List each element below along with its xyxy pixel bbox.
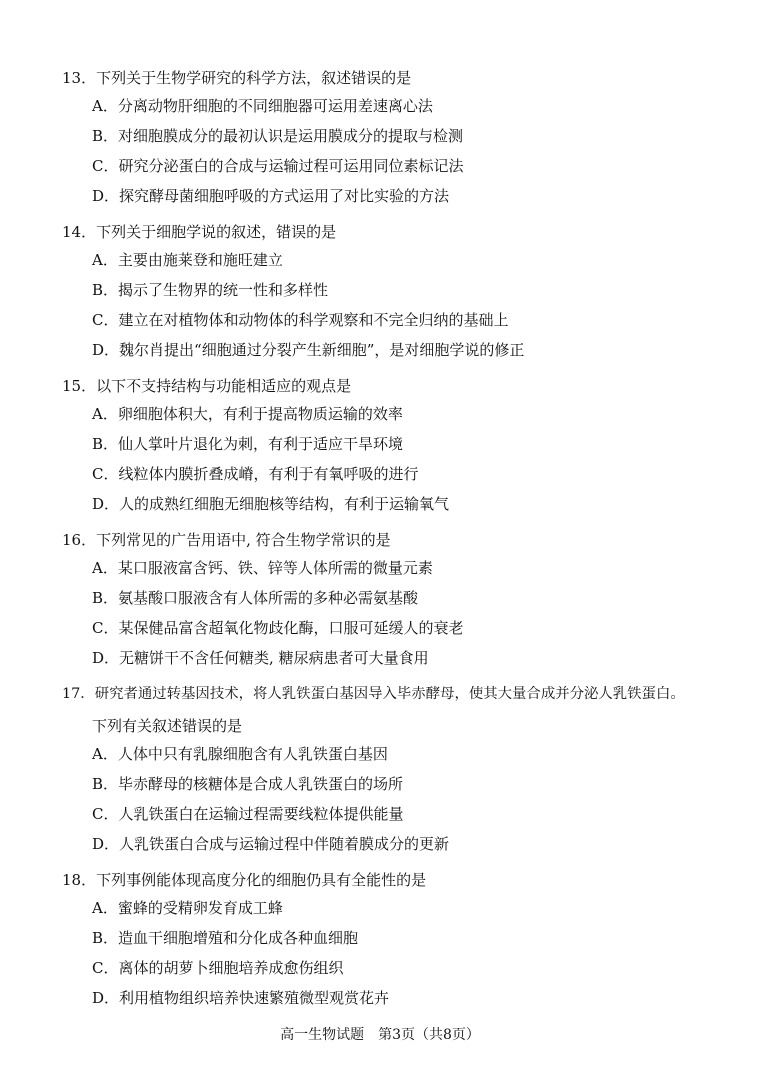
question-stem: 14．下列关于细胞学说的叙述，错误的是 (62, 223, 337, 241)
option-d: D．利用植物组织培养快速繁殖微型观赏花卉 (92, 989, 390, 1007)
question-stem: 13．下列关于生物学研究的科学方法，叙述错误的是 (62, 69, 412, 87)
option-c: C．离体的胡萝卜细胞培养成愈伤组织 (92, 959, 344, 977)
option-b: B．造血干细胞增殖和分化成各种血细胞 (92, 929, 359, 947)
option-d: D．探究酵母菌细胞呼吸的方式运用了对比实验的方法 (92, 187, 450, 205)
option-b: B．毕赤酵母的核糖体是合成人乳铁蛋白的场所 (92, 775, 404, 793)
option-a: A．卵细胞体积大，有利于提高物质运输的效率 (92, 405, 403, 423)
option-c: C．研究分泌蛋白的合成与运输过程可运用同位素标记法 (92, 157, 464, 175)
option-a: A．蜜蜂的受精卵发育成工蜂 (92, 899, 283, 917)
page-footer: 高一生物试题 第3页（共8页） (280, 1027, 480, 1043)
option-c: C．线粒体内膜折叠成嵴，有利于有氧呼吸的进行 (92, 465, 419, 483)
option-a: A．某口服液富含钙、铁、锌等人体所需的微量元素 (92, 559, 433, 577)
option-b: B．氨基酸口服液含有人体所需的多种必需氨基酸 (92, 589, 419, 607)
option-b: B．仙人掌叶片退化为刺，有利于适应干旱环境 (92, 435, 404, 453)
option-a: A．分离动物肝细胞的不同细胞器可运用差速离心法 (92, 97, 433, 115)
question-stem: 17．研究者通过转基因技术，将人乳铁蛋白基因导入毕赤酵母，使其大量合成并分泌人乳铁蛋白。 (62, 686, 685, 702)
option-d: D．人的成熟红细胞无细胞核等结构，有利于运输氧气 (92, 495, 450, 513)
option-c: C．建立在对植物体和动物体的科学观察和不完全归纳的基础上 (92, 311, 509, 329)
question-stem: 16．下列常见的广告用语中, 符合生物学常识的是 (62, 531, 391, 549)
option-a: A．人体中只有乳腺细胞含有人乳铁蛋白基因 (92, 745, 388, 763)
question-stem-continuation: 下列有关叙述错误的是 (92, 717, 243, 735)
question-stem: 15．以下不支持结构与功能相适应的观点是 (62, 377, 352, 395)
option-c: C．某保健品富含超氧化物歧化酶，口服可延缓人的衰老 (92, 619, 464, 637)
option-b: B．揭示了生物界的统一性和多样性 (92, 281, 329, 299)
option-b: B．对细胞膜成分的最初认识是运用膜成分的提取与检测 (92, 127, 464, 145)
option-d: D．无糖饼干不含任何糖类, 糖尿病患者可大量食用 (92, 649, 429, 667)
option-d: D．人乳铁蛋白合成与运输过程中伴随着膜成分的更新 (92, 835, 450, 853)
option-c: C．人乳铁蛋白在运输过程需要线粒体提供能量 (92, 805, 404, 823)
option-d: D．魏尔肖提出“细胞通过分裂产生新细胞”，是对细胞学说的修正 (92, 341, 525, 359)
option-a: A．主要由施莱登和施旺建立 (92, 251, 283, 269)
question-stem: 18．下列事例能体现高度分化的细胞仍具有全能性的是 (62, 871, 427, 889)
